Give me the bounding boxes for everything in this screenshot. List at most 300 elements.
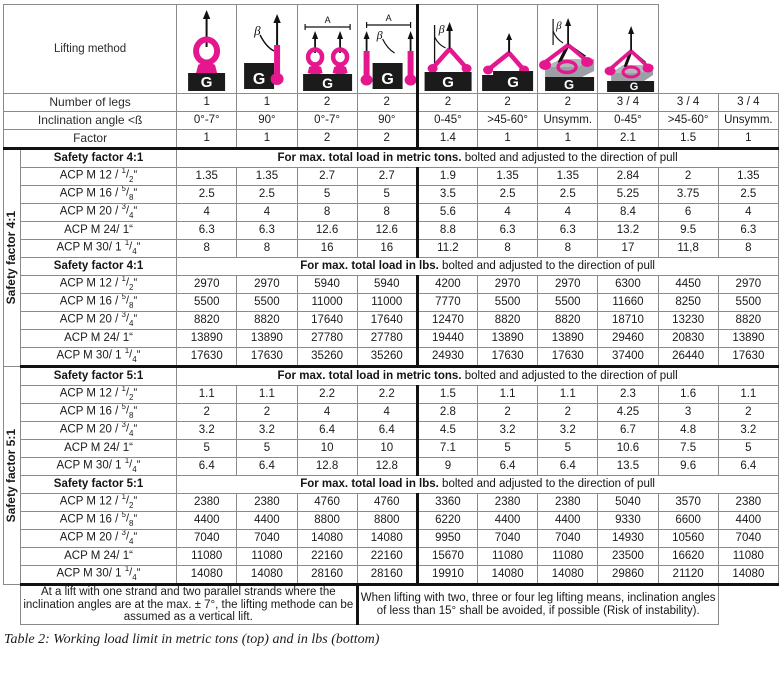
cell-value: 2.5 [177, 186, 237, 204]
cell-value: 14080 [297, 530, 357, 548]
row-label: ACP M $16 / ^5/_8“$ [20, 512, 176, 530]
cell-value: 8 [297, 204, 357, 222]
cell-value: 2970 [478, 276, 538, 294]
cell-value: 1.35 [478, 168, 538, 186]
row-label: ACP M $16 / ^5/_8“$ [20, 186, 176, 204]
cell-value: 6300 [598, 276, 658, 294]
cell-value: 17630 [177, 348, 237, 367]
cell-value: 13890 [237, 330, 297, 348]
cell-value: 7770 [417, 294, 477, 312]
factor-value-2: 1 [237, 130, 297, 149]
cell-value: 3.2 [177, 422, 237, 440]
table-caption: Table 2: Working load limit in metric tons (top) and in lbs (bottom) [4, 631, 380, 647]
cell-value: 4400 [478, 512, 538, 530]
angle-value-1: 0°-7° [177, 112, 237, 130]
cell-value: 3360 [417, 494, 477, 512]
svg-text:G: G [507, 74, 519, 91]
cell-value: 2.5 [718, 186, 778, 204]
cell-value: 2380 [538, 494, 598, 512]
factor-value-5: 1.4 [417, 130, 477, 149]
notes-row [4, 585, 779, 625]
cell-value: 2 [718, 404, 778, 422]
cell-value: 6.4 [177, 458, 237, 476]
pictogram-cell-7 [538, 5, 598, 94]
cell-value: 8820 [237, 312, 297, 330]
angle-value-10: Unsymm. [718, 112, 778, 130]
row-label: ACP M 30/ 1 $^1/_4“$ [20, 566, 176, 585]
cell-value: 5500 [718, 294, 778, 312]
table-row [4, 548, 779, 566]
cell-value: 6.4 [237, 458, 297, 476]
factor-value-10: 1 [718, 130, 778, 149]
cell-value: 6.4 [538, 458, 598, 476]
cell-value: 12470 [417, 312, 477, 330]
cell-value: 8820 [177, 312, 237, 330]
legs-value-4: 2 [357, 94, 417, 112]
cell-value: 19440 [417, 330, 477, 348]
cell-value: 4.5 [417, 422, 477, 440]
angle-value-5: 0-45° [417, 112, 477, 130]
cell-value: 11080 [177, 548, 237, 566]
cell-value: 12.8 [297, 458, 357, 476]
cell-value: 2 [538, 404, 598, 422]
banner-bold: For max. total load in lbs. [300, 478, 439, 491]
cell-value: 22160 [357, 548, 417, 566]
pictogram-cell-3 [297, 5, 357, 94]
cell-value: 17 [598, 240, 658, 258]
table-row [4, 312, 779, 330]
cell-value: 21120 [658, 566, 718, 585]
table-row [4, 168, 779, 186]
cell-value: 4 [177, 204, 237, 222]
cell-value: 3.5 [417, 186, 477, 204]
cell-value: 2.5 [538, 186, 598, 204]
cell-value: 13.2 [598, 222, 658, 240]
cell-value: 8 [538, 240, 598, 258]
two-leg-angled-beta-icon [419, 5, 477, 93]
cell-value: 17630 [478, 348, 538, 367]
legs-value-8: 3 / 4 [598, 94, 658, 112]
factor-value-4: 2 [357, 130, 417, 149]
safety-factor-label: Safety factor 4:1 [20, 258, 176, 276]
cell-value: 27780 [297, 330, 357, 348]
cell-value: 9950 [417, 530, 477, 548]
inclination-angle-label: Inclination angle <ß [4, 112, 177, 130]
cell-value: 5500 [177, 294, 237, 312]
cell-value: 6.4 [718, 458, 778, 476]
svg-text:A: A [324, 15, 331, 25]
cell-value: 8 [478, 240, 538, 258]
cell-value: 2380 [177, 494, 237, 512]
cell-value: 2.2 [357, 386, 417, 404]
cell-value: 4 [538, 204, 598, 222]
table-row [4, 330, 779, 348]
table-row [4, 512, 779, 530]
cell-value: 6.7 [598, 422, 658, 440]
cell-value: 14080 [478, 566, 538, 585]
svg-text:G: G [381, 71, 394, 88]
cell-value: 3.2 [538, 422, 598, 440]
table-row [4, 294, 779, 312]
row-label: ACP M 24/ 1“ [20, 330, 176, 348]
cell-value: 8820 [478, 312, 538, 330]
cell-value: 14080 [237, 566, 297, 585]
legs-value-10: 3 / 4 [718, 94, 778, 112]
four-leg-unsymmetric-3d-icon [598, 5, 657, 93]
cell-value: 8 [357, 204, 417, 222]
cell-value: 2.5 [237, 186, 297, 204]
cell-value: 19910 [417, 566, 477, 585]
cell-value: 4200 [417, 276, 477, 294]
factor-value-1: 1 [177, 130, 237, 149]
cell-value: 5500 [237, 294, 297, 312]
four-leg-angled-beta-3d-icon [538, 5, 597, 93]
section-banner-row [4, 258, 779, 276]
table-row [4, 494, 779, 512]
cell-value: 14080 [718, 566, 778, 585]
cell-value: 17630 [538, 348, 598, 367]
cell-value: 14930 [598, 530, 658, 548]
cell-value: 16620 [658, 548, 718, 566]
svg-text:β: β [556, 20, 562, 32]
cell-value: 15670 [417, 548, 477, 566]
cell-value: 4 [478, 204, 538, 222]
table-row [4, 440, 779, 458]
side-label-safety-factor-4-1: Safety factor 4:1 [4, 149, 21, 367]
cell-value: 9330 [598, 512, 658, 530]
table-row [4, 422, 779, 440]
legs-value-9: 3 / 4 [658, 94, 718, 112]
cell-value: 37400 [598, 348, 658, 367]
cell-value: 9 [417, 458, 477, 476]
cell-value: 1.35 [718, 168, 778, 186]
cell-value: 35260 [297, 348, 357, 367]
cell-value: 7040 [718, 530, 778, 548]
number-of-legs-label: Number of legs [4, 94, 177, 112]
cell-value: 2970 [718, 276, 778, 294]
cell-value: 2 [237, 404, 297, 422]
svg-text:A: A [385, 13, 392, 23]
cell-value: 6.4 [297, 422, 357, 440]
table-row [4, 348, 779, 367]
svg-text:G: G [200, 74, 213, 91]
cell-value: 16 [357, 240, 417, 258]
cell-value: 11000 [297, 294, 357, 312]
section-banner-row [4, 367, 779, 386]
cell-value: 1.9 [417, 168, 477, 186]
row-label: ACP M 30/ 1 $^1/_4“$ [20, 240, 176, 258]
section-banner-text [177, 149, 779, 168]
cell-value: 12.8 [357, 458, 417, 476]
cell-value: 5500 [538, 294, 598, 312]
cell-value: 2.8 [417, 404, 477, 422]
cell-value: 2.5 [478, 186, 538, 204]
cell-value: 16 [297, 240, 357, 258]
cell-value: 1.1 [718, 386, 778, 404]
banner-light: bolted and adjusted to the direction of pull [438, 478, 655, 491]
cell-value: 12.6 [357, 222, 417, 240]
two-leg-parallel-spread-A-icon [298, 5, 357, 93]
cell-value: 4 [237, 204, 297, 222]
table-row [4, 404, 779, 422]
cell-value: 8250 [658, 294, 718, 312]
row-label: ACP M $16 / ^5/_8“$ [20, 294, 176, 312]
cell-value: 5 [478, 440, 538, 458]
cell-value: 2 [478, 404, 538, 422]
cell-value: 3570 [658, 494, 718, 512]
cell-value: 6.3 [718, 222, 778, 240]
cell-value: 11080 [538, 548, 598, 566]
row-label: ACP M 24/ 1“ [20, 548, 176, 566]
row-label: ACP M $20 / ^3/_4“$ [20, 204, 176, 222]
cell-value: 8.8 [417, 222, 477, 240]
factor-value-7: 1 [538, 130, 598, 149]
cell-value: 4400 [237, 512, 297, 530]
pictogram-cell-2 [237, 5, 297, 94]
angle-value-6: >45-60° [478, 112, 538, 130]
row-label: ACP M 30/ 1 $^1/_4“$ [20, 348, 176, 367]
cell-value: 7040 [177, 530, 237, 548]
table-row [4, 386, 779, 404]
cell-value: 8.4 [598, 204, 658, 222]
table-row [4, 530, 779, 548]
row-label: ACP M 24/ 1“ [20, 440, 176, 458]
factor-row [4, 130, 779, 149]
single-leg-vertical-ring-icon [177, 5, 236, 93]
table-row [4, 204, 779, 222]
cell-value: 4760 [357, 494, 417, 512]
cell-value: 4760 [297, 494, 357, 512]
cell-value: 5 [538, 440, 598, 458]
lifting-method-label: Lifting method [4, 5, 177, 94]
cell-value: 5 [177, 440, 237, 458]
cell-value: 4 [357, 404, 417, 422]
banner-bold: For max. total load in metric tons. [277, 370, 462, 383]
cell-value: 20830 [658, 330, 718, 348]
cell-value: 7040 [478, 530, 538, 548]
cell-value: 3.2 [718, 422, 778, 440]
number-of-legs-row [4, 94, 779, 112]
angle-value-7: Unsymm. [538, 112, 598, 130]
cell-value: 22160 [297, 548, 357, 566]
cell-value: 2.7 [357, 168, 417, 186]
cell-value: 2970 [237, 276, 297, 294]
table-row [4, 222, 779, 240]
cell-value: 10 [297, 440, 357, 458]
notes-spacer [4, 585, 21, 625]
cell-value: 3.2 [237, 422, 297, 440]
cell-value: 17630 [237, 348, 297, 367]
cell-value: 4.25 [598, 404, 658, 422]
two-leg-90deg-beta-A-icon [358, 5, 416, 93]
cell-value: 9.6 [658, 458, 718, 476]
table-row [4, 240, 779, 258]
cell-value: 6 [658, 204, 718, 222]
cell-value: 5500 [478, 294, 538, 312]
cell-value: 8820 [718, 312, 778, 330]
factor-value-9: 1.5 [658, 130, 718, 149]
cell-value: 13890 [538, 330, 598, 348]
row-label: ACP M $20 / ^3/_4“$ [20, 530, 176, 548]
section-banner-text [177, 258, 779, 276]
cell-value: 2 [658, 168, 718, 186]
pictogram-cell-1 [177, 5, 237, 94]
cell-value: 2.3 [598, 386, 658, 404]
cell-value: 10560 [658, 530, 718, 548]
cell-value: 7040 [237, 530, 297, 548]
cell-value: 6.3 [478, 222, 538, 240]
cell-value: 6600 [658, 512, 718, 530]
cell-value: 11080 [237, 548, 297, 566]
svg-text:G: G [564, 77, 575, 92]
two-leg-angled-narrow-icon [478, 5, 537, 93]
single-leg-90deg-beta-icon [237, 5, 296, 93]
cell-value: 11080 [718, 548, 778, 566]
cell-value: 17640 [357, 312, 417, 330]
angle-value-3: 0°-7° [297, 112, 357, 130]
section-banner-text [177, 367, 779, 386]
section-banner-row [4, 476, 779, 494]
safety-factor-label: Safety factor 4:1 [20, 149, 176, 168]
safety-factor-label: Safety factor 5:1 [20, 367, 176, 386]
table-row [4, 276, 779, 294]
cell-value: 1.1 [237, 386, 297, 404]
cell-value: 13890 [718, 330, 778, 348]
pictogram-cell-4 [357, 5, 417, 94]
cell-value: 5 [718, 440, 778, 458]
cell-value: 13.5 [598, 458, 658, 476]
cell-value: 7.5 [658, 440, 718, 458]
table-row [4, 458, 779, 476]
cell-value: 4400 [177, 512, 237, 530]
cell-value: 4.8 [658, 422, 718, 440]
inclination-angle-row [4, 112, 779, 130]
cell-value: 2.7 [297, 168, 357, 186]
cell-value: 1.5 [417, 386, 477, 404]
legs-value-7: 2 [538, 94, 598, 112]
table-row [4, 186, 779, 204]
cell-value: 5.6 [417, 204, 477, 222]
cell-value: 11660 [598, 294, 658, 312]
cell-value: 13890 [478, 330, 538, 348]
cell-value: 4450 [658, 276, 718, 294]
svg-text:β: β [376, 28, 383, 42]
cell-value: 8800 [297, 512, 357, 530]
cell-value: 3 [658, 404, 718, 422]
banner-light: bolted and adjusted to the direction of pull [438, 260, 655, 273]
banner-light: bolted and adjusted to the direction of pull [461, 370, 678, 383]
row-label: ACP M $12 / ^1/_2“$ [20, 494, 176, 512]
svg-text:G: G [442, 74, 454, 91]
cell-value: 17630 [718, 348, 778, 367]
cell-value: 4400 [718, 512, 778, 530]
section-banner-text [177, 476, 779, 494]
table-body [4, 5, 779, 625]
factor-label: Factor [4, 130, 177, 149]
pictogram-cell-6 [478, 5, 538, 94]
cell-value: 7.1 [417, 440, 477, 458]
svg-text:G: G [321, 75, 333, 91]
cell-value: 5.25 [598, 186, 658, 204]
cell-value: 1.35 [177, 168, 237, 186]
cell-value: 5 [297, 186, 357, 204]
svg-text:G: G [630, 81, 639, 93]
angle-value-4: 90° [357, 112, 417, 130]
angle-value-2: 90° [237, 112, 297, 130]
banner-light: bolted and adjusted to the direction of pull [461, 152, 678, 165]
angle-value-8: 0-45° [598, 112, 658, 130]
cell-value: 23500 [598, 548, 658, 566]
cell-value: 2970 [538, 276, 598, 294]
svg-text:β: β [254, 23, 261, 38]
svg-text:G: G [253, 71, 266, 88]
legs-value-1: 1 [177, 94, 237, 112]
row-label: ACP M 24/ 1“ [20, 222, 176, 240]
working-load-limit-table [3, 4, 779, 625]
cell-value: 2380 [478, 494, 538, 512]
factor-value-6: 1 [478, 130, 538, 149]
cell-value: 2380 [718, 494, 778, 512]
cell-value: 4 [297, 404, 357, 422]
cell-value: 1.1 [478, 386, 538, 404]
cell-value: 14080 [357, 530, 417, 548]
row-label: ACP M $12 / ^1/_2“$ [20, 386, 176, 404]
cell-value: 13890 [177, 330, 237, 348]
cell-value: 6.4 [478, 458, 538, 476]
cell-value: 2.84 [598, 168, 658, 186]
cell-value: 1.1 [177, 386, 237, 404]
cell-value: 28160 [357, 566, 417, 585]
cell-value: 14080 [538, 566, 598, 585]
cell-value: 5940 [297, 276, 357, 294]
cell-value: 3.2 [478, 422, 538, 440]
cell-value: 8800 [357, 512, 417, 530]
row-label: ACP M $20 / ^3/_4“$ [20, 312, 176, 330]
legs-value-5: 2 [417, 94, 477, 112]
cell-value: 8 [177, 240, 237, 258]
cell-value: 17640 [297, 312, 357, 330]
cell-value: 10.6 [598, 440, 658, 458]
cell-value: 18710 [598, 312, 658, 330]
cell-value: 1.35 [237, 168, 297, 186]
row-label: ACP M $12 / ^1/_2“$ [20, 276, 176, 294]
row-label: ACP M $12 / ^1/_2“$ [20, 168, 176, 186]
cell-value: 24930 [417, 348, 477, 367]
cell-value: 12.6 [297, 222, 357, 240]
banner-bold: For max. total load in metric tons. [277, 152, 462, 165]
note-right: When lifting with two, three or four leg lifting means, inclination angles of less than 15° shall be avoided, if possible (Risk of instability). [357, 585, 718, 625]
safety-factor-label: Safety factor 5:1 [20, 476, 176, 494]
cell-value: 9.5 [658, 222, 718, 240]
cell-value: 28160 [297, 566, 357, 585]
cell-value: 4400 [538, 512, 598, 530]
legs-value-2: 1 [237, 94, 297, 112]
section-banner-row [4, 149, 779, 168]
cell-value: 11000 [357, 294, 417, 312]
cell-value: 6.3 [177, 222, 237, 240]
cell-value: 6.3 [538, 222, 598, 240]
row-label: ACP M $20 / ^3/_4“$ [20, 422, 176, 440]
cell-value: 2380 [237, 494, 297, 512]
legs-value-6: 2 [478, 94, 538, 112]
cell-value: 1.1 [538, 386, 598, 404]
cell-value: 8 [718, 240, 778, 258]
cell-value: 13230 [658, 312, 718, 330]
legs-value-3: 2 [297, 94, 357, 112]
table-row [4, 566, 779, 585]
pictogram-cell-5 [417, 5, 477, 94]
cell-value: 7040 [538, 530, 598, 548]
